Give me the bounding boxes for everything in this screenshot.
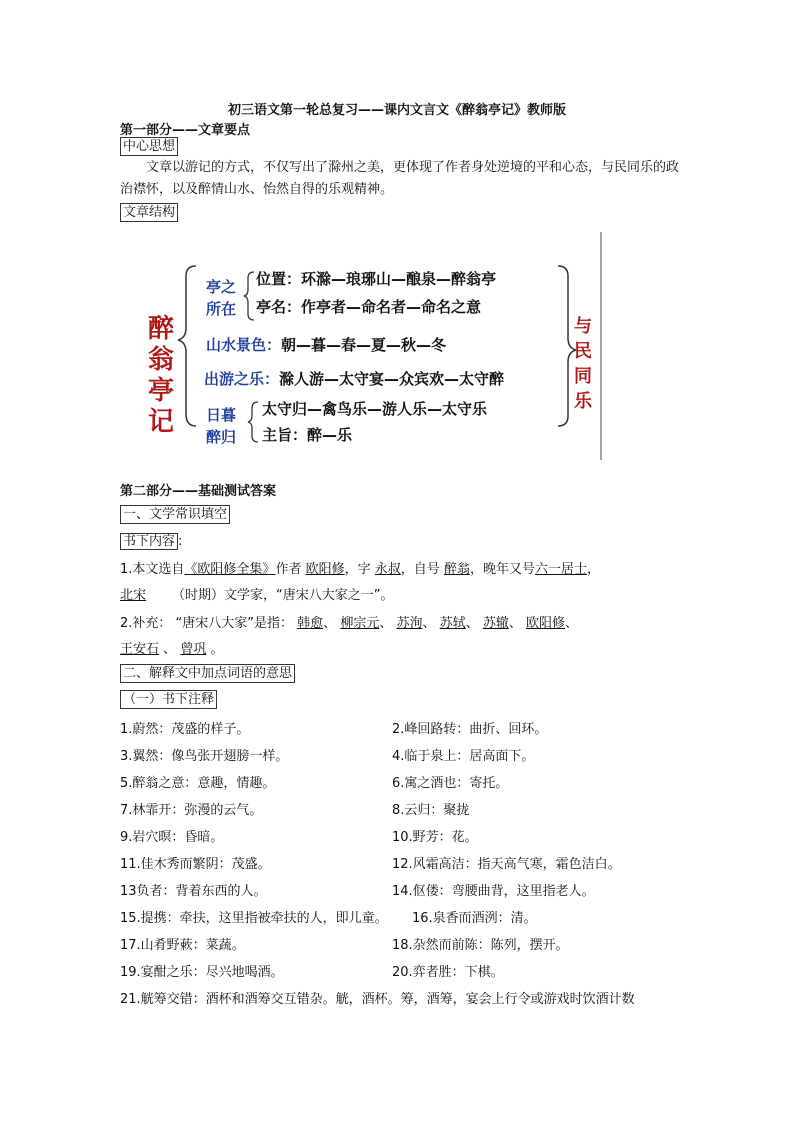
group3: 出游之乐：滁人游—太守宴—众宾欢—太守醉 (204, 370, 505, 388)
note-13: 13负者：背着东西的人。 (120, 884, 267, 899)
literature-line2b: 王安石 、 曾巩 。 (120, 642, 224, 657)
note-12: 12.风霜高洁：指天高气寒，霜色洁白。 (392, 857, 621, 872)
note-16: 16.泉香而酒洌：清。 (412, 911, 537, 926)
group2: 山水景色：朝—暮—春—夏—秋—冬 (206, 336, 447, 354)
note-1: 1.蔚然：茂盛的样子。 (120, 722, 250, 737)
sub1: 书下内容 : (120, 530, 182, 549)
sub2-label: （一）书下注释 (120, 690, 217, 709)
sub1-label: 书下内容 (120, 533, 178, 550)
note-11: 11.佳木秀而繁阴：茂盛。 (120, 857, 271, 872)
note-7: 7.林霏开：弥漫的云气。 (120, 803, 263, 818)
structure-diagram (120, 228, 610, 460)
note-19: 19.宴酣之乐：尽兴地喝酒。 (120, 965, 284, 980)
note-4: 4.临于泉上：居高面下。 (392, 749, 535, 764)
literature-line2: 2.补充： “唐宋八大家”是指： 韩愈、 柳宗元、 苏洵、 苏轼、 苏辙、 欧阳修、 (120, 616, 579, 631)
note-20: 20.弈者胜：下棋。 (392, 965, 504, 980)
note-8: 8.云归：聚拢 (392, 803, 470, 818)
diagram-main-title: 醉 翁 亭 记 (148, 314, 175, 437)
sec1-label: 一、文学常识填空 (120, 505, 230, 524)
literature-line1: 1.本文选自《欧阳修全集》作者 欧阳修，字 永叔，自号 醉翁，晚年又号六一居士， (120, 562, 600, 577)
center-text: 文章以游记的方式，不仅写出了滁州之美，更体现了作者身处逆境的平和心态，与民同乐的政治襟怀，以及醉情山水、怡然自得的乐观精神。 (120, 160, 680, 197)
page-title: 初三语文第一轮总复习——课内文言文《醉翁亭记》教师版 (227, 103, 566, 118)
note-10: 10.野芳：花。 (392, 830, 478, 845)
note-2: 2.峰回路转：曲折、回环。 (392, 722, 548, 737)
group1-label: 亭之 所在 (206, 278, 237, 318)
structure-label: 文章结构 (120, 203, 178, 222)
note-9: 9.岩穴暝：昏暗。 (120, 830, 224, 845)
note-5: 5.醉翁之意：意趣，情趣。 (120, 776, 276, 791)
part1-heading: 第一部分——文章要点 (120, 123, 251, 138)
group1-line2: 亭名：作亭者—命名者—命名之意 (256, 298, 482, 316)
literature-line1b: 北宋 （时期）文学家，“唐宋八大家之一”。 (120, 588, 394, 603)
note-6: 6.寓之酒也：寄托。 (392, 776, 509, 791)
part2-heading: 第二部分——基础测试答案 (120, 484, 277, 499)
note-3: 3.翼然：像鸟张开翅膀一样。 (120, 749, 289, 764)
group1-line1: 位置：环滁—琅琊山—酿泉—醉翁亭 (256, 270, 497, 288)
note-21: 21.觥筹交错：酒杯和酒筹交互错杂。觥，酒杯。筹，酒筹，宴会上行令或游戏时饮酒计数 (120, 992, 635, 1007)
center-label: 中心思想 (120, 137, 178, 156)
note-14: 14.伛偻：弯腰曲背，这里指老人。 (392, 884, 595, 899)
diagram-right-title: 与 民 同 乐 (574, 316, 592, 412)
note-17: 17.山肴野蔌：菜蔬。 (120, 938, 245, 953)
sec2-label: 二、解释文中加点词语的意思 (120, 664, 295, 683)
group4-line1: 太守归—禽鸟乐—游人乐—太守乐 (262, 400, 488, 418)
note-15: 15.提携：牵扶，这里指被牵扶的人，即儿童。 (120, 911, 388, 926)
note-18: 18.杂然而前陈：陈列，摆开。 (392, 938, 569, 953)
group4-label: 日暮 醉归 (206, 406, 237, 446)
group4-line2: 主旨：醉—乐 (262, 426, 353, 444)
